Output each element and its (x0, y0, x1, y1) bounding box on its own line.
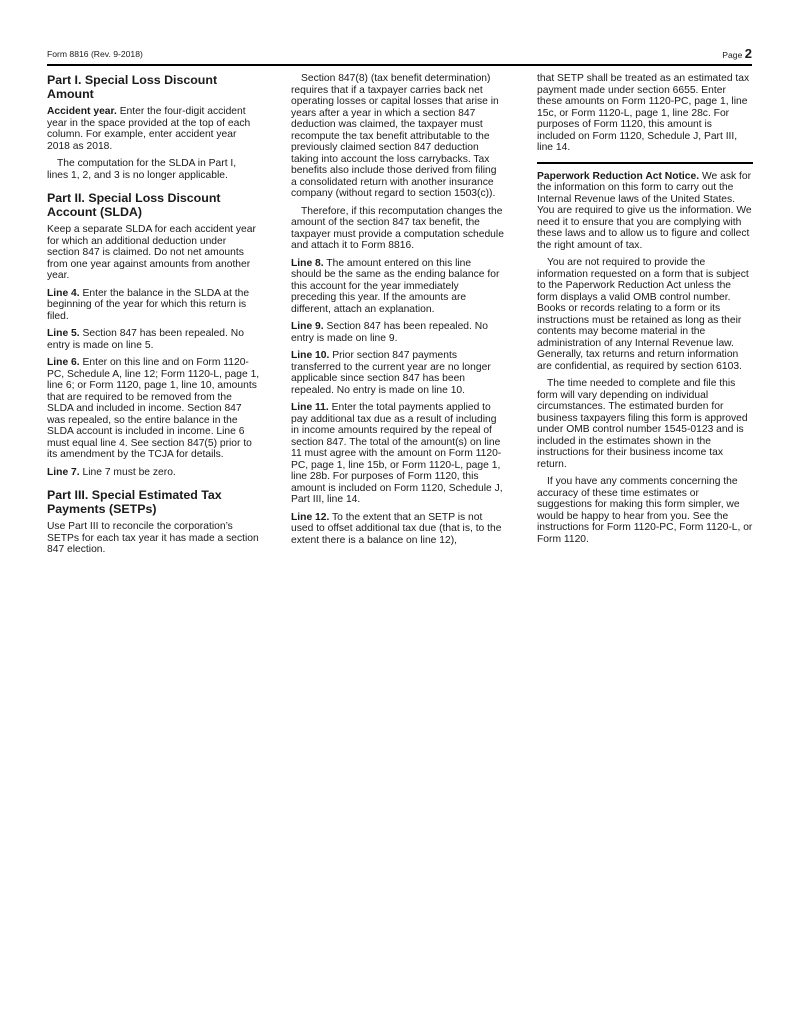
page-label: Page (722, 50, 743, 60)
line12-text: To the extent that an SETP is not used to offset additional tax due (that is, to the extent there is a balance on line 12), (291, 511, 502, 546)
accident-year-paragraph (47, 106, 260, 152)
sec847-8-paragraph: Section 847(8) (tax benefit determination) requires that if a taxpayer carries back net operating losses or capital losses that arise in years after a year in which a section 847 deduction was claimed, the taxpayer must recompute the tax benefit attributable to the previously claimed section 847 deduction taking into account the loss carrybacks. Tax benefits also include those derived from filing a consolidated return with another insurance company (without regard to section 1503(c)). (291, 73, 499, 199)
section-divider (537, 162, 753, 164)
setp-continuation-paragraph: that SETP shall be treated as an estimated tax payment made under section 6655. Enter these amounts on Form 1120-PC, page 1, line 15c, or Form 1120-L, page 1, line 28c. For purposes of Form 1120, this amount is included on Form 1120, Schedule J, Part III, line 14. (537, 73, 750, 153)
form-identifier: Form 8816 (Rev. 9-2018) (47, 49, 143, 59)
column-right (537, 73, 753, 551)
slda-paragraph: Keep a separate SLDA for each accident year for which an additional deduction under section 847 is claimed. Do not net amounts from one year against amounts from another year. (47, 224, 256, 281)
line9-label: Line 9. (291, 321, 324, 332)
accident-year-text: Enter the four-digit accident year in the space provided at the top of each column. For example, enter accident year 2018 as 2018. (47, 106, 251, 152)
line5-label: Line 5. (47, 328, 80, 339)
line7-text: Line 7 must be zero. (79, 466, 176, 478)
line10-text: Prior section 847 payments transferred to the current year are no longer applicable since section 847 has been repealed. No entry is made on line 10. (291, 350, 491, 396)
paperwork-notice-paragraph (537, 171, 753, 252)
part3-paragraph: Use Part III to reconcile the corporation’s SETPs for each tax year it has made a section 847 election. (47, 521, 259, 555)
line10-paragraph (291, 350, 504, 396)
part3-heading: Part III. Special Estimated Tax Payments (SETPs) (47, 488, 222, 516)
recompute-paragraph: Therefore, if this recomputation changes the amount of the section 847 tax benefit, the taxpayer must provide a computation schedule and attach it to Form 8816. (291, 205, 504, 251)
line8-paragraph (291, 258, 504, 316)
paperwork-notice-text: We ask for the information on this form to carry out the Internal Revenue laws of the United States. You are required to give us the information. We need it to ensure that you are complying with these laws and to allow us to figure and collect the right amount of tax. (537, 170, 752, 251)
time-estimate-paragraph: The time needed to complete and file this form will vary depending on individual circumstances. The estimated burden for business taxpayers filing this form is approved under OMB control number 1545-0123 and is included in the estimates shown in the instructions for their business income tax return. (537, 378, 748, 470)
page-header (47, 46, 752, 66)
line4-label: Line 4. (47, 287, 80, 299)
accident-year-label: Accident year. (47, 106, 117, 117)
line8-label: Line 8. (291, 257, 324, 269)
line12-paragraph (291, 512, 504, 547)
line11-paragraph (291, 402, 504, 506)
computation-paragraph: The computation for the SLDA in Part I, lines 1, 2, and 3 is no longer applicable. (47, 158, 237, 181)
part1-heading: Part I. Special Loss Discount Amount (47, 73, 218, 101)
comments-paragraph: If you have any comments concerning the accuracy of these time estimates or suggestions for making this form simpler, we would be happy to hear from you. See the instructions for Form 1120-PC, Form 1120-L, or Form 1120. (537, 476, 753, 545)
line9-text: Section 847 has been repealed. No entry is made on line 9. (291, 321, 488, 344)
line5-text: Section 847 has been repealed. No entry is made on line 5. (47, 328, 244, 351)
line10-label: Line 10. (291, 350, 330, 361)
line9-paragraph (291, 321, 504, 344)
page-number (722, 46, 752, 61)
line11-text: Enter the total payments applied to pay additional tax due as a result of including in income amounts required by the repeal of section 847. The total of the amount(s) on line 11 must agree with the amount on Form 1120-PC, page 1, line 15b, or Form 1120-L, page 1, line 28b. For purposes of Form 1120, this amount is included on Form 1120, Schedule J, Part III, line 14. (291, 402, 503, 505)
line4-paragraph (47, 288, 260, 323)
line4-text: Enter the balance in the SLDA at the beginning of the year for which this return is filed. (47, 287, 250, 322)
not-required-paragraph: You are not required to provide the information requested on a form that is subject to the Paperwork Reduction Act unless the form displays a valid OMB control number. Books or records relating to a form or its instructions must be retained as long as their contents may become material in the administration of any Internal Revenue law. Generally, tax returns and return information are confidential, as required by section 6103. (537, 257, 749, 372)
line6-paragraph (47, 357, 260, 461)
column-left (47, 73, 260, 562)
line8-text: The amount entered on this line should be the same as the ending balance for this account for the year immediately preceding this year. If the amounts are different, attach an explanation. (291, 257, 500, 315)
column-middle (291, 73, 504, 552)
line12-label: Line 12. (291, 511, 330, 523)
line6-text: Enter on this line and on Form 1120-PC, Schedule A, line 12; Form 1120-L, page 1, line 6; or Form 1120, page 1, line 10, amounts that are required to be removed from the SLDA and included in income. Section 847 was repealed, so the entire balance in the SLDA account is included in income. Line 6 must equal line 4. See section 847(5) prior to its amendment by the TCJA for details. (47, 357, 260, 460)
line11-label: Line 11. (291, 402, 329, 413)
line7-label: Line 7. (47, 466, 80, 478)
line6-label: Line 6. (47, 357, 80, 368)
paperwork-notice-label: Paperwork Reduction Act Notice. (537, 170, 700, 182)
page-number-value: 2 (744, 46, 752, 61)
line7-paragraph (47, 467, 260, 479)
part2-heading: Part II. Special Loss Discount Account (SLDA) (47, 191, 221, 219)
line5-paragraph (47, 328, 260, 351)
